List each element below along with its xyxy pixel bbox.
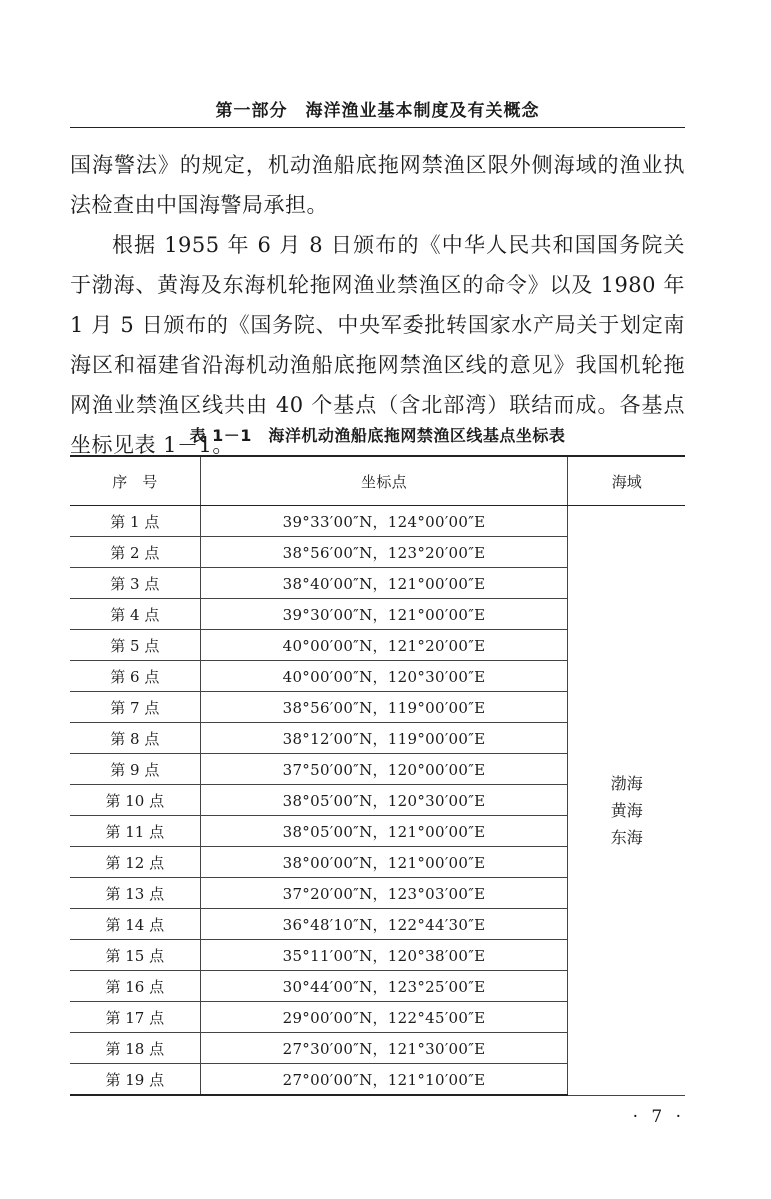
coord-cell: 27°00′00″N，121°10′00″E	[200, 1064, 568, 1096]
point-cell: 第 2 点	[70, 537, 200, 568]
point-cell: 第 6 点	[70, 661, 200, 692]
sea-area-cell	[568, 506, 685, 1096]
point-cell: 第 12 点	[70, 847, 200, 878]
page-number: · 7 ·	[632, 1107, 685, 1127]
coord-cell: 40°00′00″N，120°30′00″E	[200, 661, 568, 692]
coord-cell: 38°05′00″N，120°30′00″E	[200, 785, 568, 816]
coord-cell: 40°00′00″N，121°20′00″E	[200, 630, 568, 661]
point-cell: 第 15 点	[70, 940, 200, 971]
body-text	[70, 145, 685, 465]
coord-cell: 35°11′00″N，120°38′00″E	[200, 940, 568, 971]
point-cell: 第 17 点	[70, 1002, 200, 1033]
point-cell: 第 4 点	[70, 599, 200, 630]
point-cell: 第 7 点	[70, 692, 200, 723]
point-cell: 第 9 点	[70, 754, 200, 785]
coord-cell: 39°33′00″N，124°00′00″E	[200, 506, 568, 537]
paragraph-1: 国海警法》的规定，机动渔船底拖网禁渔区限外侧海域的渔业执法检查由中国海警局承担。	[70, 153, 685, 217]
coord-cell: 30°44′00″N，123°25′00″E	[200, 971, 568, 1002]
point-cell: 第 11 点	[70, 816, 200, 847]
point-cell: 第 13 点	[70, 878, 200, 909]
coord-cell: 38°05′00″N，121°00′00″E	[200, 816, 568, 847]
header-index: 序 号	[70, 456, 200, 506]
coord-cell: 29°00′00″N，122°45′00″E	[200, 1002, 568, 1033]
sea-area-donghai: 东海	[610, 827, 643, 847]
header-rule	[70, 127, 685, 128]
coord-cell: 38°56′00″N，123°20′00″E	[200, 537, 568, 568]
running-header: 第一部分 海洋渔业基本制度及有关概念	[215, 101, 540, 121]
table-row	[70, 506, 685, 537]
point-cell: 第 1 点	[70, 506, 200, 537]
point-cell: 第 5 点	[70, 630, 200, 661]
point-cell: 第 19 点	[70, 1064, 200, 1096]
table-header-row	[70, 456, 685, 506]
point-cell: 第 18 点	[70, 1033, 200, 1064]
coord-cell: 38°40′00″N，121°00′00″E	[200, 568, 568, 599]
coord-cell: 38°12′00″N，119°00′00″E	[200, 723, 568, 754]
point-cell: 第 8 点	[70, 723, 200, 754]
coord-cell: 39°30′00″N，121°00′00″E	[200, 599, 568, 630]
coord-cell: 37°20′00″N，123°03′00″E	[200, 878, 568, 909]
coord-cell: 36°48′10″N，122°44′30″E	[200, 909, 568, 940]
coordinate-table	[70, 455, 685, 1096]
point-cell: 第 14 点	[70, 909, 200, 940]
coord-cell: 38°00′00″N，121°00′00″E	[200, 847, 568, 878]
coord-cell: 37°50′00″N，120°00′00″E	[200, 754, 568, 785]
header-coordinate: 坐标点	[200, 456, 568, 506]
sea-area-bohai: 渤海	[610, 773, 643, 793]
sea-area-huanghai: 黄海	[610, 800, 643, 820]
coord-cell: 27°30′00″N，121°30′00″E	[200, 1033, 568, 1064]
point-cell: 第 16 点	[70, 971, 200, 1002]
coord-cell: 38°56′00″N，119°00′00″E	[200, 692, 568, 723]
paragraph-2: 根据 1955 年 6 月 8 日颁布的《中华人民共和国国务院关于渤海、黄海及东海机轮拖网渔业禁渔区的命令》以及 1980 年 1 月 5 日颁布的《国务院、中央军委批转国家水产局关于划定南海区和福建省沿海机动渔船底拖网禁渔区线的意见》我国机轮拖网渔业禁渔区线共由 40 个基点（含北部湾）联结而成。各基点坐标见表 1－1。	[70, 233, 685, 457]
header-sea-area: 海域	[568, 456, 685, 506]
table-body	[70, 506, 685, 1096]
point-cell: 第 3 点	[70, 568, 200, 599]
table-caption: 表 1－1 海洋机动渔船底拖网禁渔区线基点坐标表	[189, 426, 566, 445]
point-cell: 第 10 点	[70, 785, 200, 816]
